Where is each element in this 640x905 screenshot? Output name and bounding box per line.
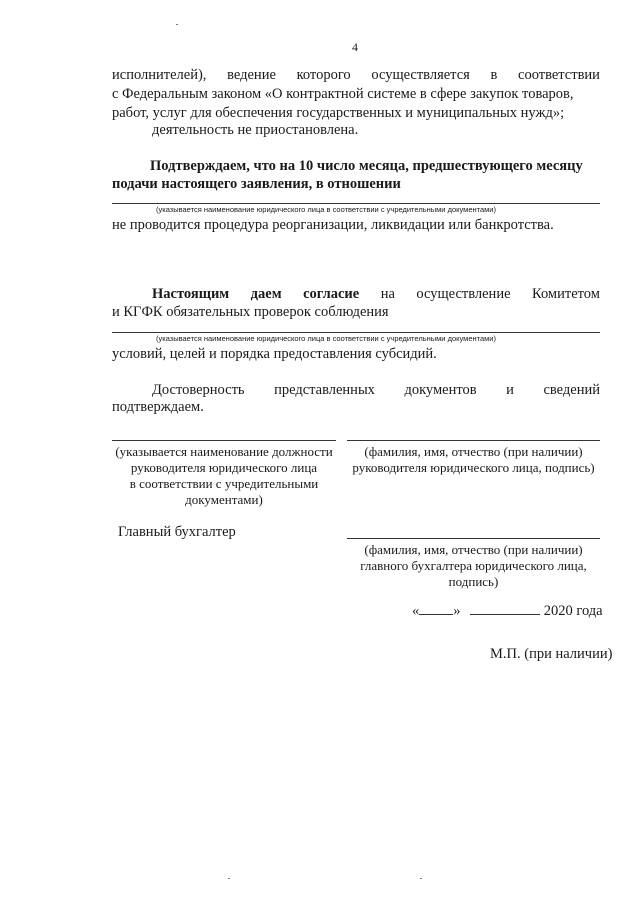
word: исполнителей),: [112, 67, 207, 83]
open-quote: «: [412, 603, 420, 619]
word: Настоящим: [152, 286, 230, 302]
chief-accountant-caption: [347, 542, 600, 590]
para1-line4: деятельность не приостановлена.: [152, 122, 359, 138]
position-caption: [112, 444, 336, 508]
month-blank: [470, 600, 540, 615]
word: Комитетом: [532, 286, 600, 302]
position-blank-line: [112, 440, 336, 441]
word: в: [490, 67, 498, 83]
chief-accountant-label: Главный бухгалтер: [118, 524, 236, 540]
word: которого: [296, 67, 351, 83]
page-number: 4: [352, 40, 358, 54]
stamp-note: М.П. (при наличии): [490, 646, 613, 662]
word: сведений: [543, 382, 600, 398]
caption-line: в соответствии с учредительными: [129, 476, 319, 491]
word: даем: [250, 286, 282, 302]
chief-accountant-signature-line: [347, 538, 600, 539]
caption-line: руководителя юридического лица, подпись): [352, 460, 595, 475]
word: согласие: [303, 286, 360, 302]
para1-line2: с Федеральным законом «О контрактной системе в сфере закупок товаров,: [112, 86, 574, 102]
org-name-blank-line: [112, 203, 600, 204]
close-quote: »: [453, 603, 461, 619]
para1-line1: [112, 66, 600, 84]
caption-line: руководителя юридического лица: [130, 460, 318, 475]
scan-speck: [228, 878, 230, 879]
caption-line: главного бухгалтера юридического лица,: [360, 558, 587, 573]
reliability-line2: подтверждаем.: [112, 399, 204, 415]
word: и: [506, 382, 514, 398]
word: соответствии: [518, 67, 600, 83]
word: представленных: [274, 382, 375, 398]
caption-line: (фамилия, имя, отчество (при наличии): [364, 542, 583, 557]
word: документов: [404, 382, 477, 398]
day-blank: [419, 600, 453, 615]
caption-line: (указывается наименование должности: [115, 444, 333, 459]
confirm-line1: Подтверждаем, что на 10 число месяца, предшествующего месяцу: [150, 158, 583, 174]
reliability-line1: [152, 381, 600, 399]
consent-line2: и КГФК обязательных проверок соблюдения: [112, 304, 389, 320]
caption-line: (фамилия, имя, отчество (при наличии): [364, 444, 583, 459]
caption-line: подпись): [448, 574, 499, 589]
word: осуществление: [416, 286, 511, 302]
consent-line1: [152, 285, 600, 303]
org-name-blank-line-2: [112, 332, 600, 333]
scan-speck: [420, 878, 422, 879]
scan-speck: [176, 24, 178, 25]
org-name-caption-2: (указывается наименование юридического лица в соответствии с учредительными документами): [156, 334, 496, 343]
confirm-line3: не проводится процедура реорганизации, ликвидации или банкротства.: [112, 217, 554, 233]
word: осуществляется: [371, 67, 470, 83]
word: ведение: [227, 67, 276, 83]
caption-line: документами): [185, 492, 263, 507]
head-signature-blank-line: [347, 440, 600, 441]
word: на: [380, 286, 395, 302]
year-text: 2020 года: [543, 603, 603, 619]
org-name-caption: (указывается наименование юридического лица в соответствии с учредительными документами): [156, 205, 496, 214]
consent-line3: условий, целей и порядка предоставления субсидий.: [112, 346, 437, 362]
head-signature-caption: [347, 444, 600, 476]
confirm-line2: подачи настоящего заявления, в отношении: [112, 176, 401, 192]
word: Достоверность: [152, 382, 245, 398]
date-line: [412, 600, 603, 620]
para1-line3: работ, услуг для обеспечения государственных и муниципальных нужд»;: [112, 105, 565, 121]
